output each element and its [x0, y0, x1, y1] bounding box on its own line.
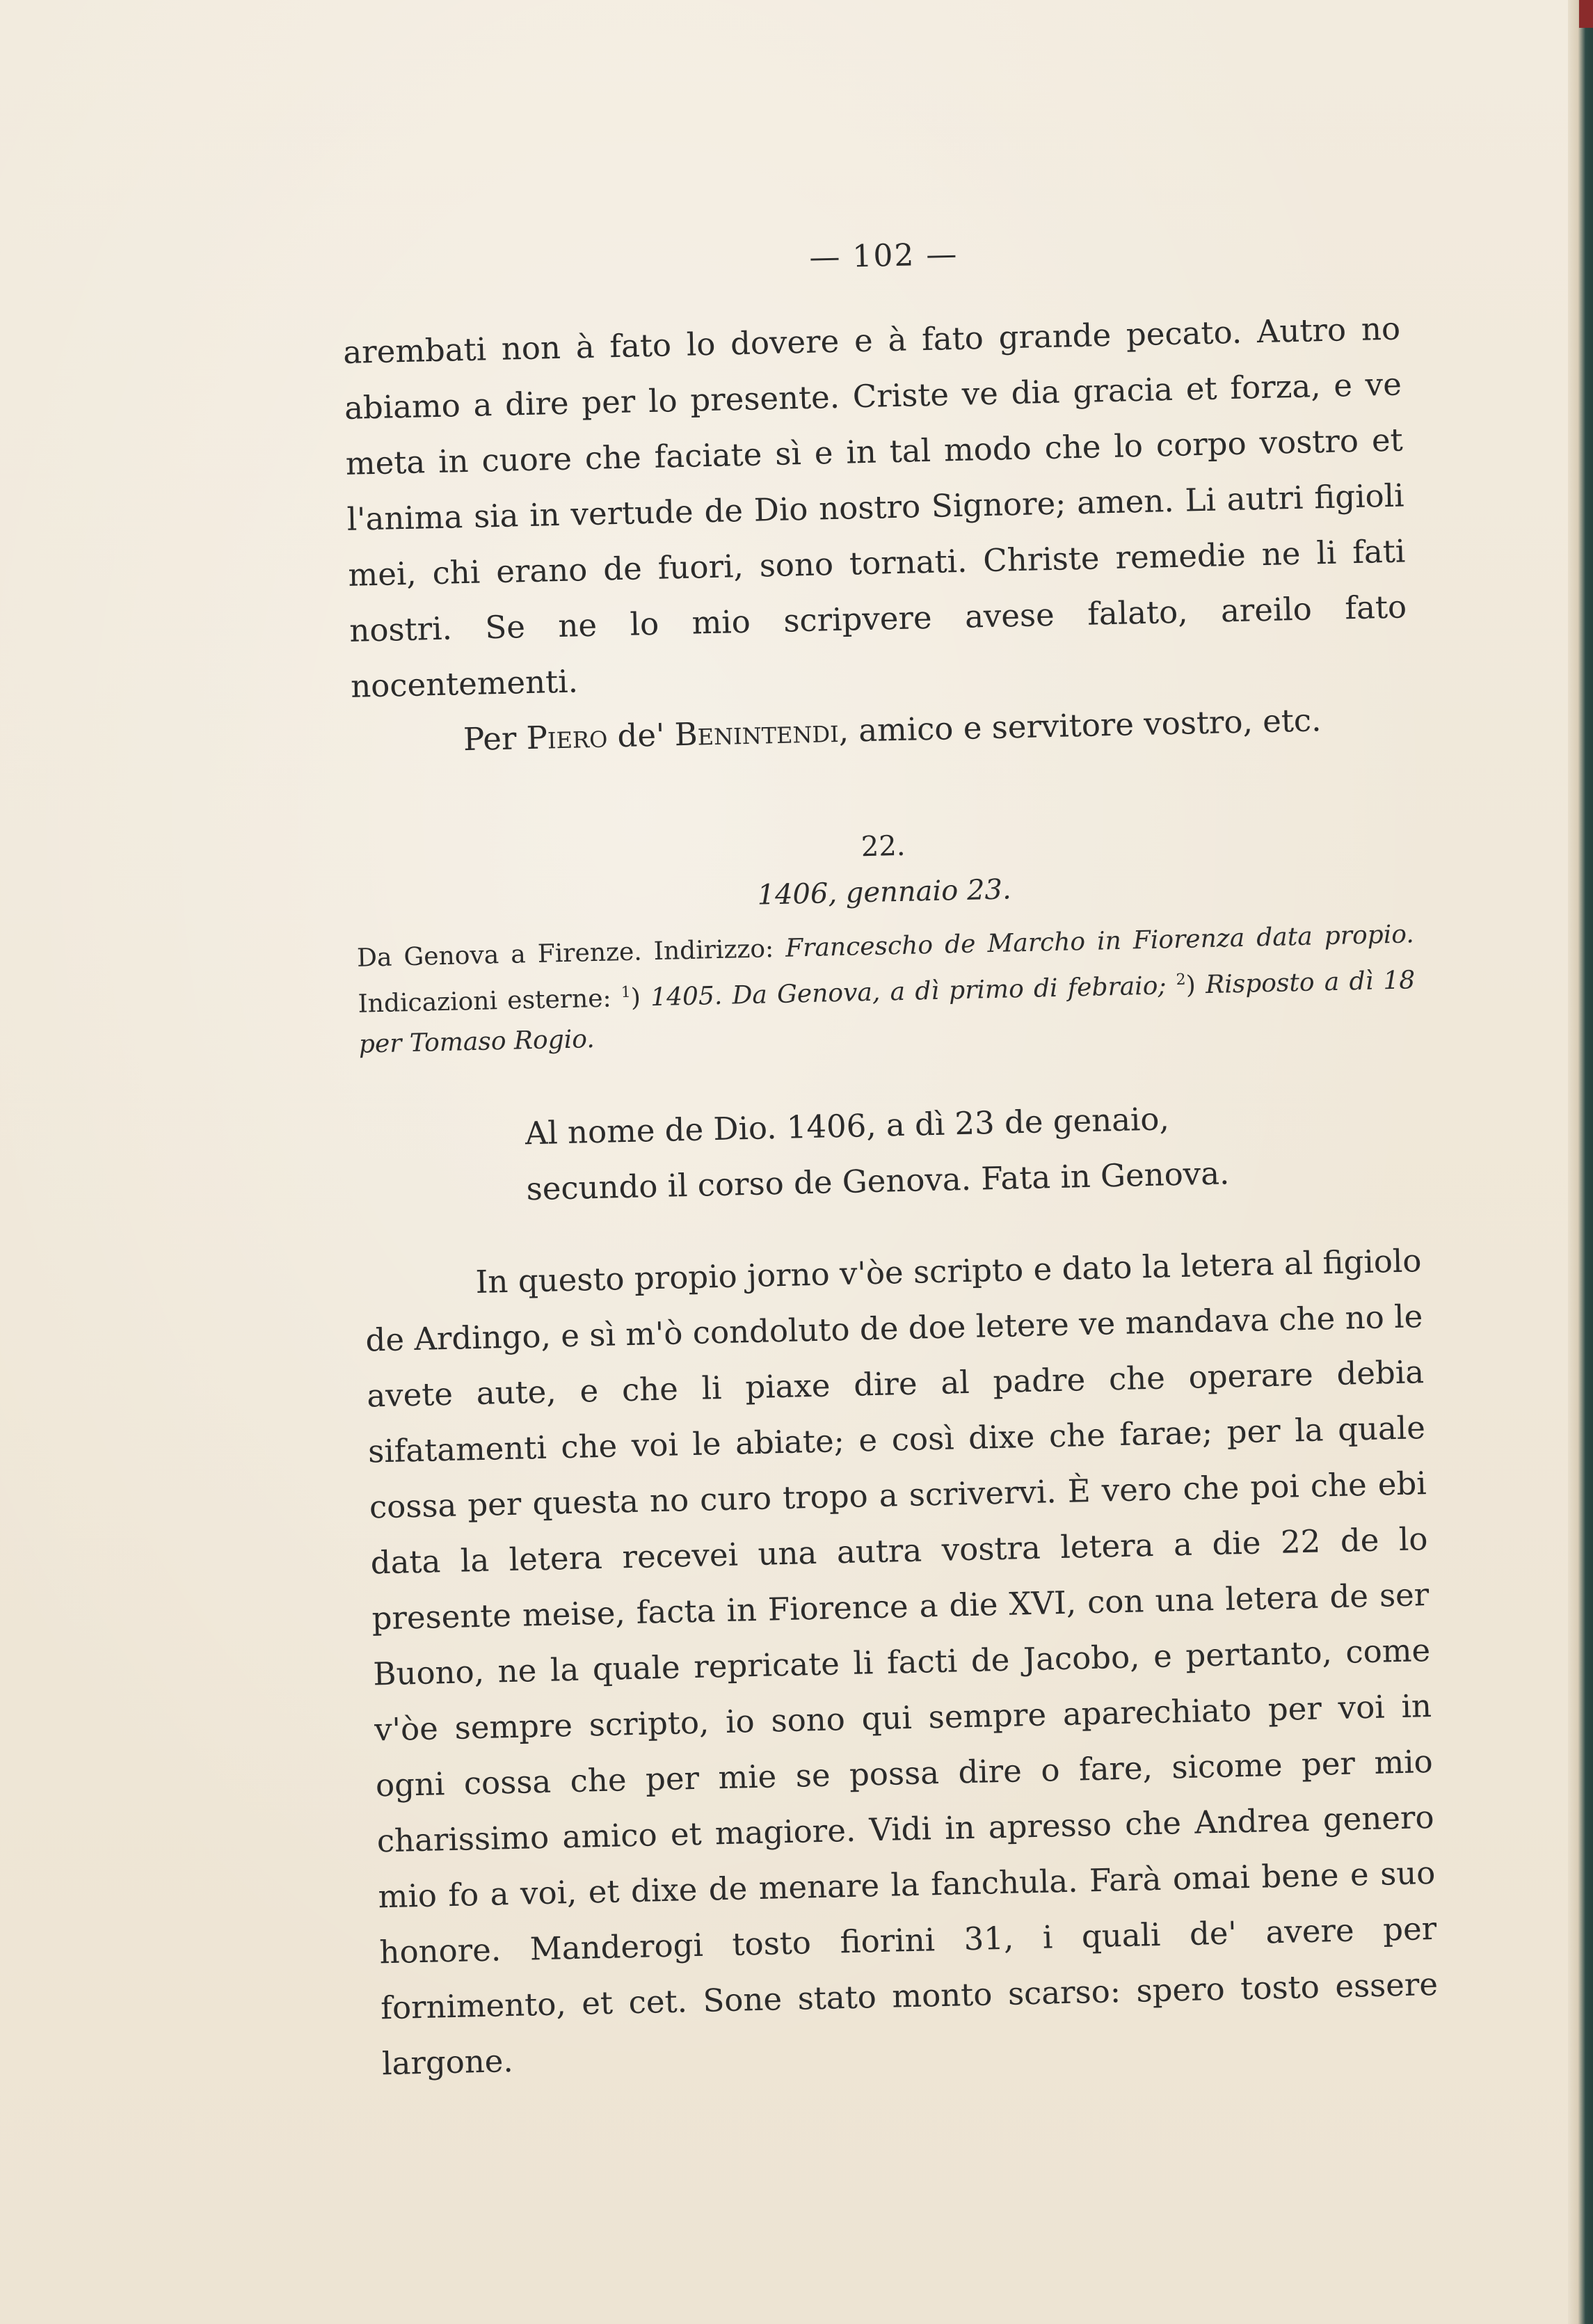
- salutation-line-2: secundo il corso de Genova. Fata in Genova.: [526, 1154, 1230, 1208]
- salutation-line-1: Al nome de Dio. 1406, a dì 23 de genaio,: [525, 1100, 1170, 1152]
- letter-number: 22.: [860, 829, 906, 863]
- letter-metadata: Da Genova a Firenze. Indirizzo: Francescho de Marcho in Fiorenza data propio. Indicazioni esterne: $^1$) 1405. Da Genova, a dì primo di febraio; $^2$) Risposto a dì 18 per Tomaso Rogio.: [356, 920, 1416, 1059]
- footnote-mark-2: 2: [1176, 971, 1186, 989]
- footnote-mark-1: 1: [621, 983, 632, 1002]
- letter-salutation: [525, 1090, 1250, 1218]
- signature-prefix: Per: [463, 719, 527, 758]
- meta-note-2: Risposto a dì 18 per Tomaso Rogio.: [358, 966, 1416, 1059]
- signature-mid: de': [607, 716, 675, 755]
- book-binding-edge: [1568, 0, 1593, 2324]
- signature-name-last: Benintendi: [674, 712, 840, 754]
- meta-address: Francescho de Marcho in Fiorenza data propio.: [785, 920, 1415, 963]
- meta-note-1: 1405. Da Genova, a dì primo di febraio;: [650, 971, 1167, 1012]
- page-content: [341, 227, 1440, 2092]
- letter-body: In questo propio jorno v'òe scripto e dato la letera al figiolo de Ardingo, e sì m'ò condoluto de doe letere ve mandava che no le avete aute, e che li piaxe dire al padre che operare debia sifatamenti che voi le abiate; e così dixe che farae; per la quale cossa per questa no curo tropo a scrivervi. È vero che poi che ebi data la letera recevei una autra vostra letera a die 22 de lo presente meise, facta in Fiorence a die XVI, con una letera de ser Buono, ne la quale repricate li facti de Jacobo, e pertanto, come v'òe sempre scripto, io sono qui sempre aparechiato per voi in ogni cossa che per mie se possa dire o fare, sicome per mio charissimo amico et magiore. Vidi in apresso che Andrea genero mio fo a voi, et dixe de menare la fanchula. Farà omai bene e suo honore. Manderogi tosto fiorini 31, i quali de' avere per fornimento, et cet. Sone stato monto scarso: spero tosto essere largone.: [365, 1242, 1439, 2083]
- continuation-paragraph: arembati non à fato lo dovere e à fato grande pecato. Autro no abiamo a dire per lo presente. Criste ve dia gracia et forza, e ve meta in cuore che faciate sì e in tal modo che lo corpo vostro et l'anima sia in vertude de Dio nostro Signore; amen. Li autri figioli mei, chi erano de fuori, sono tornati. Christe remedie ne li fati nostri. Se ne lo mio scripvere avese falato, areilo fato nocentementi.: [342, 310, 1407, 705]
- page-number: — 102 —: [808, 236, 959, 276]
- signature-name-first: Piero: [526, 717, 608, 757]
- meta-external-label: Indicazioni esterne:: [358, 984, 622, 1019]
- signature-suffix: , amico e servitore vostro, etc.: [838, 701, 1322, 749]
- meta-origin: Da Genova a Firenze. Indirizzo:: [356, 934, 786, 973]
- letter-date: 1406, gennaio 23.: [757, 873, 1012, 912]
- binding-ribbon: [1579, 0, 1593, 28]
